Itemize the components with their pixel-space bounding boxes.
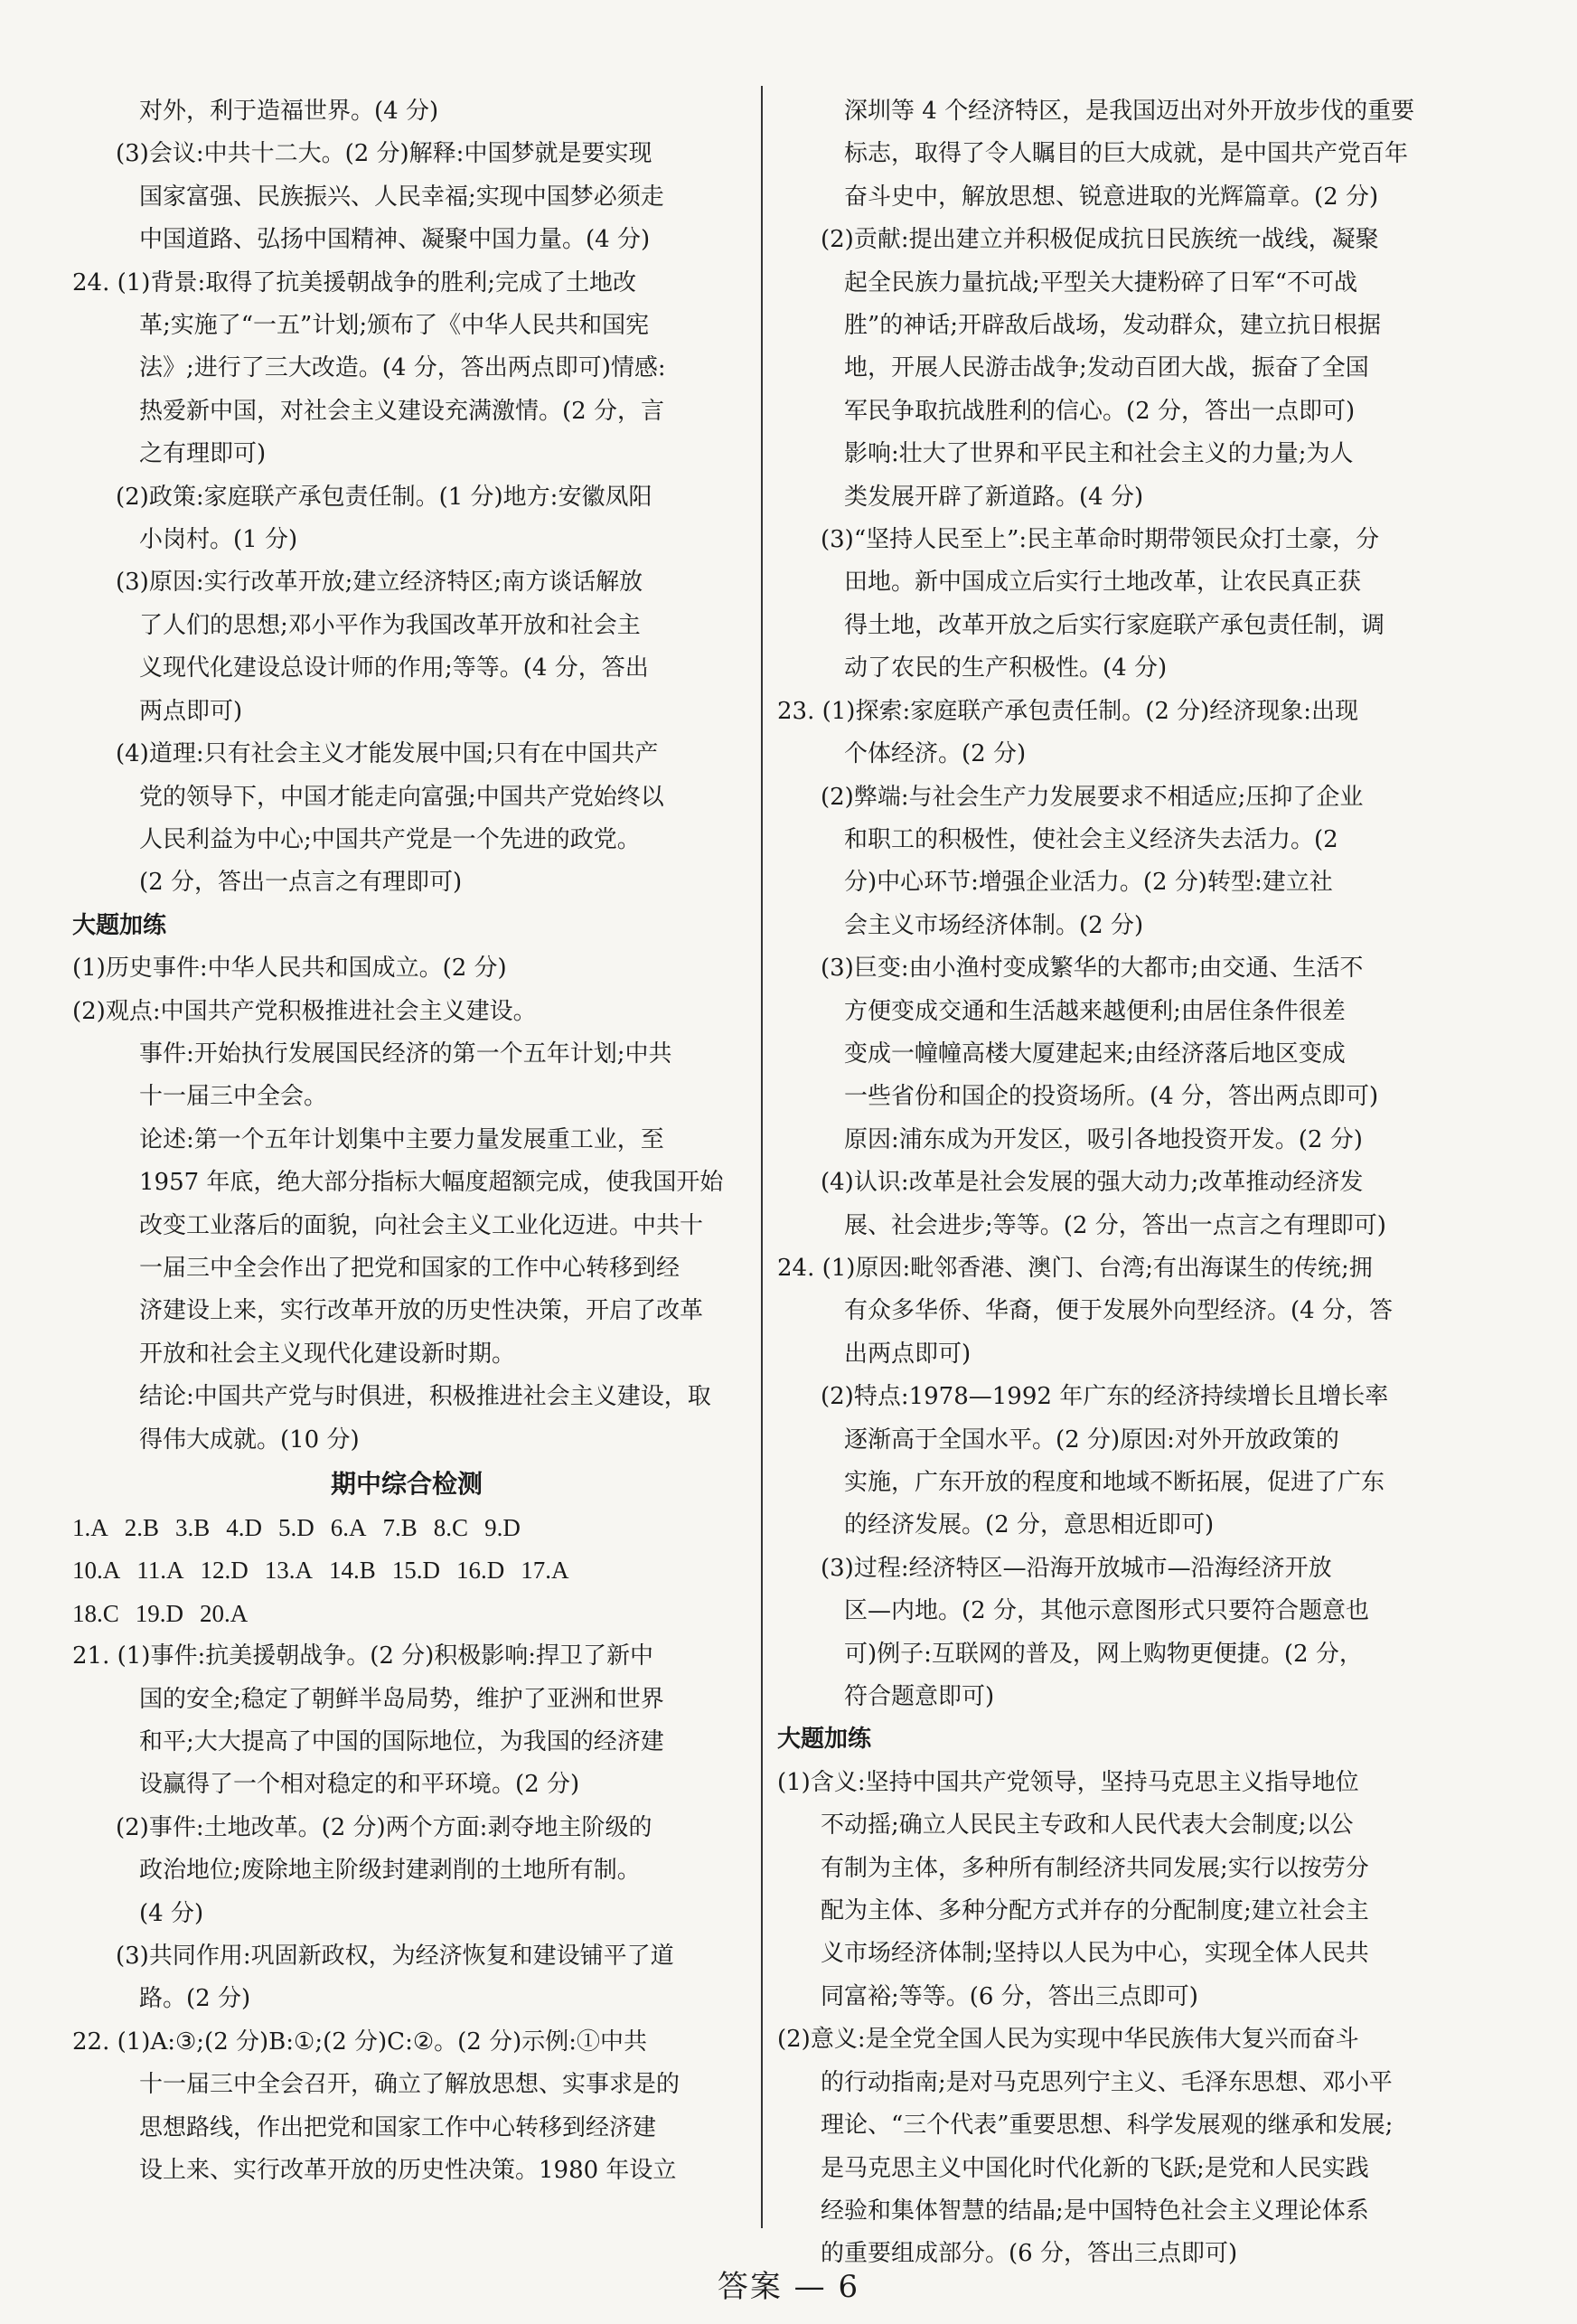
answer-line: (4)认识:改革是社会发展的强大动力;改革推动经济发 bbox=[821, 1169, 1364, 1197]
answer-line: 符合题意即可) bbox=[844, 1683, 995, 1711]
answer-line: 分)中心环节:增强企业活力。(2 分)转型:建立社 bbox=[844, 869, 1333, 897]
answer-line: 军民争取抗战胜利的信心。(2 分，答出一点即可) bbox=[844, 397, 1356, 425]
choice-answer: 14.B bbox=[329, 1557, 376, 1585]
answer-line: 对外，利于造福世界。(4 分) bbox=[139, 98, 439, 125]
choice-answer: 13.A bbox=[264, 1557, 313, 1585]
answer-line: 热爱新中国，对社会主义建设充满激情。(2 分，言 bbox=[139, 397, 664, 425]
page-footer: 答案 — 6 bbox=[717, 2269, 860, 2305]
answer-line: 的行动指南;是对马克思列宁主义、毛泽东思想、邓小平 bbox=[821, 2068, 1393, 2096]
answer-line: 法》;进行了三大改造。(4 分，答出两点即可)情感: bbox=[139, 354, 666, 382]
answer-line: 改变工业落后的面貌，向社会主义工业化迈进。中共十 bbox=[139, 1211, 704, 1239]
answer-line: (3)会议:中共十二大。(2 分)解释:中国梦就是要实现 bbox=[116, 140, 652, 168]
choice-answer: 1.A bbox=[72, 1514, 108, 1541]
left-answer-block-2 bbox=[72, 1635, 741, 2192]
answer-line: 一届三中全会作出了把党和国家的工作中心转移到经 bbox=[139, 1254, 681, 1282]
choice-answer: 17.A bbox=[521, 1557, 569, 1585]
choice-answer: 2.B bbox=[124, 1514, 160, 1541]
answer-line: 出两点即可) bbox=[844, 1340, 972, 1368]
left-column bbox=[72, 90, 741, 2193]
answer-line: 田地。新中国成立后实行土地改革，让农民真正获 bbox=[844, 569, 1362, 597]
choice-answer: 6.A bbox=[330, 1514, 367, 1541]
answer-line: 开放和社会主义现代化建设新时期。 bbox=[139, 1340, 516, 1368]
choice-answer: 11.A bbox=[136, 1557, 184, 1585]
answer-line: 的经济发展。(2 分，意思相近即可) bbox=[844, 1511, 1215, 1539]
answer-line: 同富裕;等等。(6 分，答出三点即可) bbox=[821, 1982, 1198, 2010]
answer-line: (4)道理:只有社会主义才能发展中国;只有在中国共产 bbox=[116, 740, 659, 768]
answer-line: 之有理即可) bbox=[139, 440, 267, 468]
answer-line: 结论:中国共产党与时俱进，积极推进社会主义建设，取 bbox=[139, 1383, 711, 1411]
answer-line: 22. (1)A:③;(2 分)B:①;(2 分)C:②。(2 分)示例:①中共 bbox=[72, 2028, 647, 2056]
answer-line: 有众多华侨、华裔，便于发展外向型经济。(4 分，答 bbox=[844, 1297, 1393, 1325]
answer-line: 方便变成交通和生活越来越便利;由居住条件很差 bbox=[844, 997, 1346, 1025]
answer-line: (2)特点:1978—1992 年广东的经济持续增长且增长率 bbox=[821, 1383, 1389, 1411]
answer-line: 经验和集体智慧的结晶;是中国特色社会主义理论体系 bbox=[821, 2197, 1369, 2225]
choice-row bbox=[72, 1593, 741, 1635]
answer-line: 地，开展人民游击战争;发动百团大战，振奋了全国 bbox=[844, 354, 1369, 382]
right-column bbox=[777, 90, 1505, 2276]
answer-line: 两点即可) bbox=[139, 697, 243, 725]
answer-line: (2)意义:是全党全国人民为实现中华民族伟大复兴而奋斗 bbox=[777, 2026, 1359, 2054]
answer-line: (4 分) bbox=[139, 1899, 204, 1927]
choice-answer: 19.D bbox=[135, 1599, 184, 1627]
left-answer-block bbox=[72, 90, 741, 1462]
answer-line: 济建设上来，实行改革开放的历史性决策，开启了改革 bbox=[139, 1297, 704, 1325]
answer-line: 十一届三中全会召开，确立了解放思想、实事求是的 bbox=[139, 2071, 681, 2099]
right-answer-block bbox=[777, 90, 1505, 2276]
choice-answer: 18.C bbox=[72, 1599, 119, 1627]
answer-line: 和平;大大提高了中国的国际地位，为我国的经济建 bbox=[139, 1728, 664, 1756]
answer-line: 小岗村。(1 分) bbox=[139, 526, 298, 554]
answer-line: (2)观点:中国共产党积极推进社会主义建设。 bbox=[72, 997, 537, 1025]
answer-line: 有制为主体，多种所有制经济共同发展;实行以按劳分 bbox=[821, 1854, 1369, 1882]
answer-line: 23. (1)探索:家庭联产承包责任制。(2 分)经济现象:出现 bbox=[777, 697, 1359, 725]
choice-answer: 4.D bbox=[226, 1514, 263, 1541]
choice-row bbox=[72, 1507, 741, 1549]
answer-line: 展、社会进步;等等。(2 分，答出一点言之有理即可) bbox=[844, 1211, 1386, 1239]
answer-line: 革;实施了“一五”计划;颁布了《中华人民共和国宪 bbox=[139, 312, 650, 340]
answer-line: 深圳等 4 个经济特区，是我国迈出对外开放步伐的重要 bbox=[844, 98, 1415, 125]
choice-answer: 10.A bbox=[72, 1557, 121, 1585]
choice-answer: 12.D bbox=[200, 1557, 249, 1585]
answer-line: 国的安全;稳定了朝鲜半岛局势，维护了亚洲和世界 bbox=[139, 1685, 664, 1713]
answer-line: (2)弊端:与社会生产力发展要求不相适应;压抑了企业 bbox=[821, 783, 1364, 811]
choice-answer: 3.B bbox=[175, 1514, 211, 1541]
answer-line: 得伟大成就。(10 分) bbox=[139, 1425, 360, 1454]
answer-line: 胜”的神话;开辟敌后战场，发动群众，建立抗日根据 bbox=[844, 312, 1382, 340]
answer-line: 十一届三中全会。 bbox=[139, 1083, 328, 1111]
answer-line: 不动摇;确立人民民主专政和人民代表大会制度;以公 bbox=[821, 1811, 1354, 1839]
answer-line: 一些省份和国企的投资场所。(4 分，答出两点即可) bbox=[844, 1083, 1379, 1111]
answer-line: 的重要组成部分。(6 分，答出三点即可) bbox=[821, 2240, 1238, 2268]
choice-answer: 5.D bbox=[278, 1514, 314, 1541]
answer-line: 类发展开辟了新道路。(4 分) bbox=[844, 483, 1144, 511]
answer-line: 设上来、实行改革开放的历史性决策。1980 年设立 bbox=[139, 2157, 677, 2185]
answer-line: 个体经济。(2 分) bbox=[844, 740, 1027, 768]
choice-answer: 8.C bbox=[433, 1514, 469, 1541]
section-heading: 大题加练 bbox=[777, 1726, 872, 1754]
answer-line: 1957 年底，绝大部分指标大幅度超额完成，使我国开始 bbox=[139, 1169, 724, 1197]
answer-line: 逐渐高于全国水平。(2 分)原因:对外开放政策的 bbox=[844, 1425, 1339, 1454]
answer-line: 党的领导下，中国才能走向富强;中国共产党始终以 bbox=[139, 783, 664, 811]
answer-line: 原因:浦东成为开发区，吸引各地投资开发。(2 分) bbox=[844, 1125, 1363, 1153]
answer-line: 义市场经济体制;坚持以人民为中心，实现全体人民共 bbox=[821, 1940, 1369, 1968]
answer-line: 可)例子:互联网的普及，网上购物更便捷。(2 分， bbox=[844, 1640, 1363, 1668]
answer-line: (3)原因:实行改革开放;建立经济特区;南方谈话解放 bbox=[116, 569, 643, 597]
answer-line: 义现代化建设总设计师的作用;等等。(4 分，答出 bbox=[139, 654, 649, 682]
answer-line: 设赢得了一个相对稳定的和平环境。(2 分) bbox=[139, 1771, 580, 1799]
answer-line: 了人们的思想;邓小平作为我国改革开放和社会主 bbox=[139, 611, 641, 639]
choice-answer: 9.D bbox=[484, 1514, 521, 1541]
answer-line: (1)历史事件:中华人民共和国成立。(2 分) bbox=[72, 955, 507, 983]
answer-line: 和职工的积极性，使社会主义经济失去活力。(2 bbox=[844, 825, 1338, 853]
answer-line: (2)事件:土地改革。(2 分)两个方面:剥夺地主阶级的 bbox=[116, 1813, 652, 1841]
answer-line: 标志，取得了令人瞩目的巨大成就，是中国共产党百年 bbox=[844, 140, 1409, 168]
answer-line: 21. (1)事件:抗美援朝战争。(2 分)积极影响:捍卫了新中 bbox=[72, 1642, 654, 1670]
column-divider bbox=[761, 86, 763, 2228]
choice-row bbox=[72, 1549, 741, 1592]
answer-line: (3)巨变:由小渔村变成繁华的大都市;由交通、生活不 bbox=[821, 955, 1364, 983]
choice-answer: 7.B bbox=[382, 1514, 418, 1541]
answer-line: 人民利益为中心;中国共产党是一个先进的政党。 bbox=[139, 825, 641, 853]
answer-line: 24. (1)原因:毗邻香港、澳门、台湾;有出海谋生的传统;拥 bbox=[777, 1254, 1373, 1282]
choice-answer: 16.D bbox=[456, 1557, 505, 1585]
answer-line: 起全民族力量抗战;平型关大捷粉碎了日军“不可战 bbox=[844, 268, 1358, 296]
choice-answer: 15.D bbox=[391, 1557, 441, 1585]
answer-line: 实施，广东开放的程度和地域不断拓展，促进了广东 bbox=[844, 1469, 1385, 1496]
answer-line: 论述:第一个五年计划集中主要力量发展重工业，至 bbox=[139, 1125, 664, 1153]
answer-line: (3)共同作用:巩固新政权，为经济恢复和建设铺平了道 bbox=[116, 1943, 674, 1971]
answer-line: (1)含义:坚持中国共产党领导，坚持马克思主义指导地位 bbox=[777, 1768, 1359, 1796]
answer-line: (3)“坚持人民至上”:民主革命时期带领民众打土豪，分 bbox=[821, 526, 1380, 554]
answer-line: 中国道路、弘扬中国精神、凝聚中国力量。(4 分) bbox=[139, 226, 651, 254]
answer-line: 路。(2 分) bbox=[139, 1985, 251, 2013]
answer-line: 24. (1)背景:取得了抗美援朝战争的胜利;完成了土地改 bbox=[72, 268, 636, 296]
answer-line: 会主义市场经济体制。(2 分) bbox=[844, 911, 1144, 939]
answer-line: (2 分，答出一点言之有理即可) bbox=[139, 869, 463, 897]
answer-line: 事件:开始执行发展国民经济的第一个五年计划;中共 bbox=[139, 1040, 672, 1068]
answer-line: 思想路线，作出把党和国家工作中心转移到经济建 bbox=[139, 2113, 657, 2141]
choice-answer: 20.A bbox=[200, 1599, 249, 1627]
section-title: 期中综合检测 bbox=[330, 1469, 483, 1499]
answer-line: 影响:壮大了世界和平民主和社会主义的力量;为人 bbox=[844, 440, 1354, 468]
answer-line: 理论、“三个代表”重要思想、科学发展观的继承和发展; bbox=[821, 2112, 1394, 2140]
answer-line: 国家富强、民族振兴、人民幸福;实现中国梦必须走 bbox=[139, 183, 664, 211]
answer-line: 是马克思主义中国化时代化新的飞跃;是党和人民实践 bbox=[821, 2154, 1369, 2182]
answer-line: (3)过程:经济特区—沿海开放城市—沿海经济开放 bbox=[821, 1554, 1332, 1582]
choice-answers bbox=[72, 1507, 741, 1635]
answer-line: 政治地位;废除地主阶级封建剥削的土地所有制。 bbox=[139, 1857, 641, 1885]
answer-line: 区—内地。(2 分，其他示意图形式只要符合题意也 bbox=[844, 1597, 1369, 1625]
answer-line: (2)政策:家庭联产承包责任制。(1 分)地方:安徽凤阳 bbox=[116, 483, 652, 511]
answer-line: 配为主体、多种分配方式并存的分配制度;建立社会主 bbox=[821, 1897, 1369, 1925]
answer-line: 得土地，改革开放之后实行家庭联产承包责任制，调 bbox=[844, 611, 1385, 639]
section-heading: 大题加练 bbox=[72, 911, 167, 939]
answer-line: 奋斗史中，解放思想、锐意进取的光辉篇章。(2 分) bbox=[844, 183, 1379, 211]
answer-line: 变成一幢幢高楼大厦建起来;由经济落后地区变成 bbox=[844, 1040, 1346, 1068]
answer-line: 动了农民的生产积极性。(4 分) bbox=[844, 654, 1168, 682]
answer-line: (2)贡献:提出建立并积极促成抗日民族统一战线，凝聚 bbox=[821, 226, 1379, 254]
